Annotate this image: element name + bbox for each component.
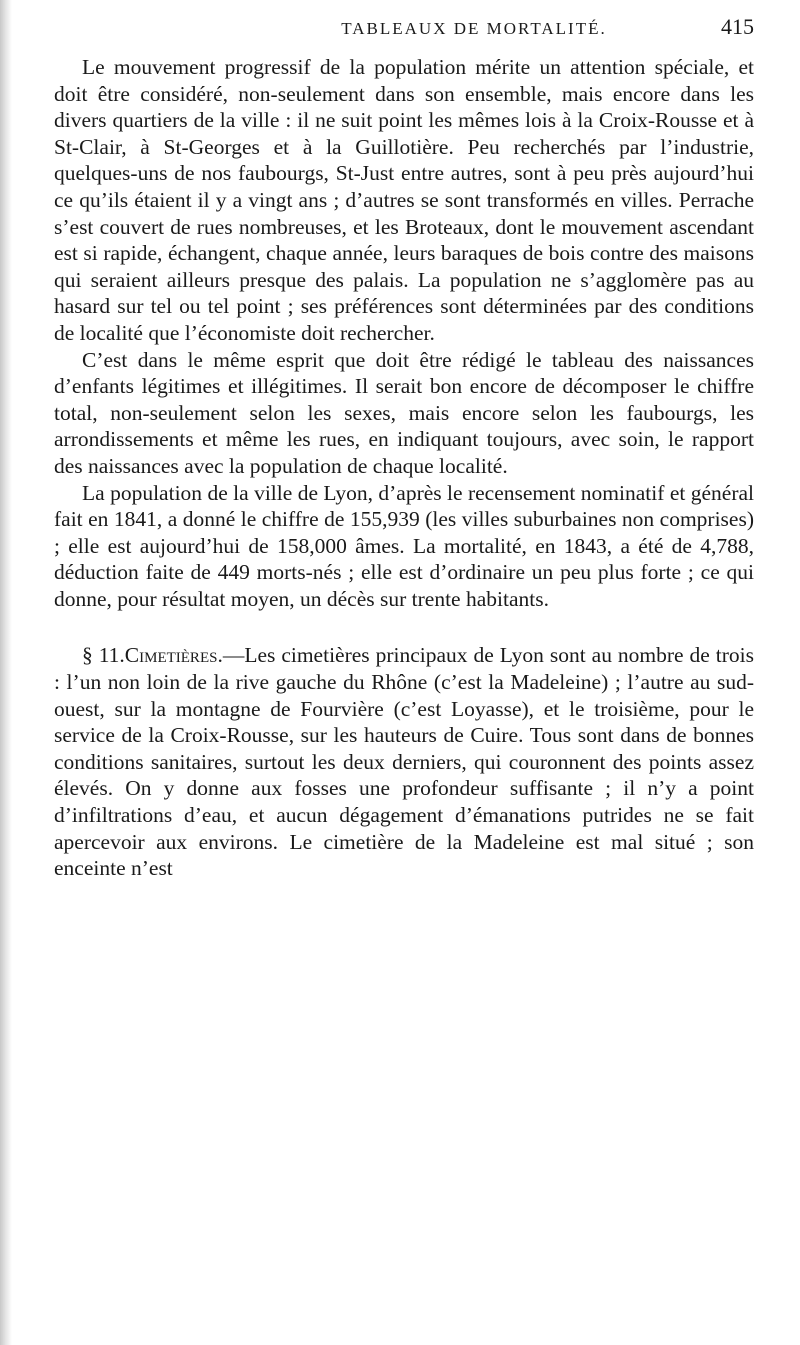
paragraph-population-movement: Le mouvement progressif de la population mérite un attention spéciale, et doit être considéré, non-seulement dans son ensemble, mais encore dans les divers quartiers de la ville : il ne suit point les mêmes lois à la Croix-Rousse et à St-Clair, à St-Georges et à la Guillotière. Peu recherchés par l’industrie, quelques-uns de nos faubourgs, St-Just entre autres, sont à peu près aujourd’hui ce qu’ils étaient il y a vingt ans ; d’autres se sont transformés en villes. Perrache s’est couvert de rues nombreuses, et les Broteaux, dont le mouvement ascendant est si rapide, échangent, chaque année, leurs baraques de bois contre des maisons qui seraient ailleurs presque des palais. La population ne s’agglomère pas au hasard sur tel ou tel point ; ses préférences sont déterminées par des conditions de localité que l’économiste doit rechercher. — [54, 55, 754, 345]
running-header — [54, 14, 754, 42]
body-text — [54, 54, 754, 882]
running-title: TABLEAUX DE MORTALITÉ. — [341, 19, 607, 38]
section-cemeteries — [54, 642, 754, 881]
book-page — [54, 14, 754, 882]
page-binding-edge — [0, 0, 12, 1345]
paragraph-births-table: C’est dans le même esprit que doit être rédigé le tableau des naissances d’enfants légitimes et illégitimes. Il serait bon encore de décomposer le chiffre total, non-seulement selon les sexes, mais encore selon les faubourgs, les arrondissements et même les rues, en indiquant toujours, avec soin, le rapport des naissances avec la population de chaque localité. — [54, 347, 754, 478]
section-heading: Cimetières. — [124, 643, 223, 668]
page-number: 415 — [720, 14, 754, 39]
section-text: —Les cimetières principaux de Lyon sont au nombre de trois : l’un non loin de la rive gauche du Rhône (c’est la Madeleine) ; l’autre au sud-ouest, sur la montagne de Fourvière (c’est Loyasse), et le troisième, pour le service de la Croix-Rousse, sur les hauteurs de Cuire. Tous sont dans de bonnes conditions sanitaires, surtout les deux derniers, qui couronnent des points assez élevés. On y donne aux fosses une profondeur suffisante ; il n’y a point d’infiltrations d’eau, et aucun dégagement d’émanations putrides ne se fait apercevoir aux environs. Le cimetière de la Madeleine est mal situé ; son enceinte n’est — [54, 643, 755, 881]
paragraph-lyon-population: La population de la ville de Lyon, d’après le recensement nominatif et général fait en 1841, a donné le chiffre de 155,939 (les villes suburbaines non comprises) ; elle est aujourd’hui de 158,000 âmes. La mortalité, en 1843, a été de 4,788, déduction faite de 449 morts-nés ; elle est d’ordinaire un peu plus forte ; ce qui donne, pour résultat moyen, un décès sur trente habitants. — [54, 480, 754, 611]
section-number: § 11. — [82, 643, 125, 668]
